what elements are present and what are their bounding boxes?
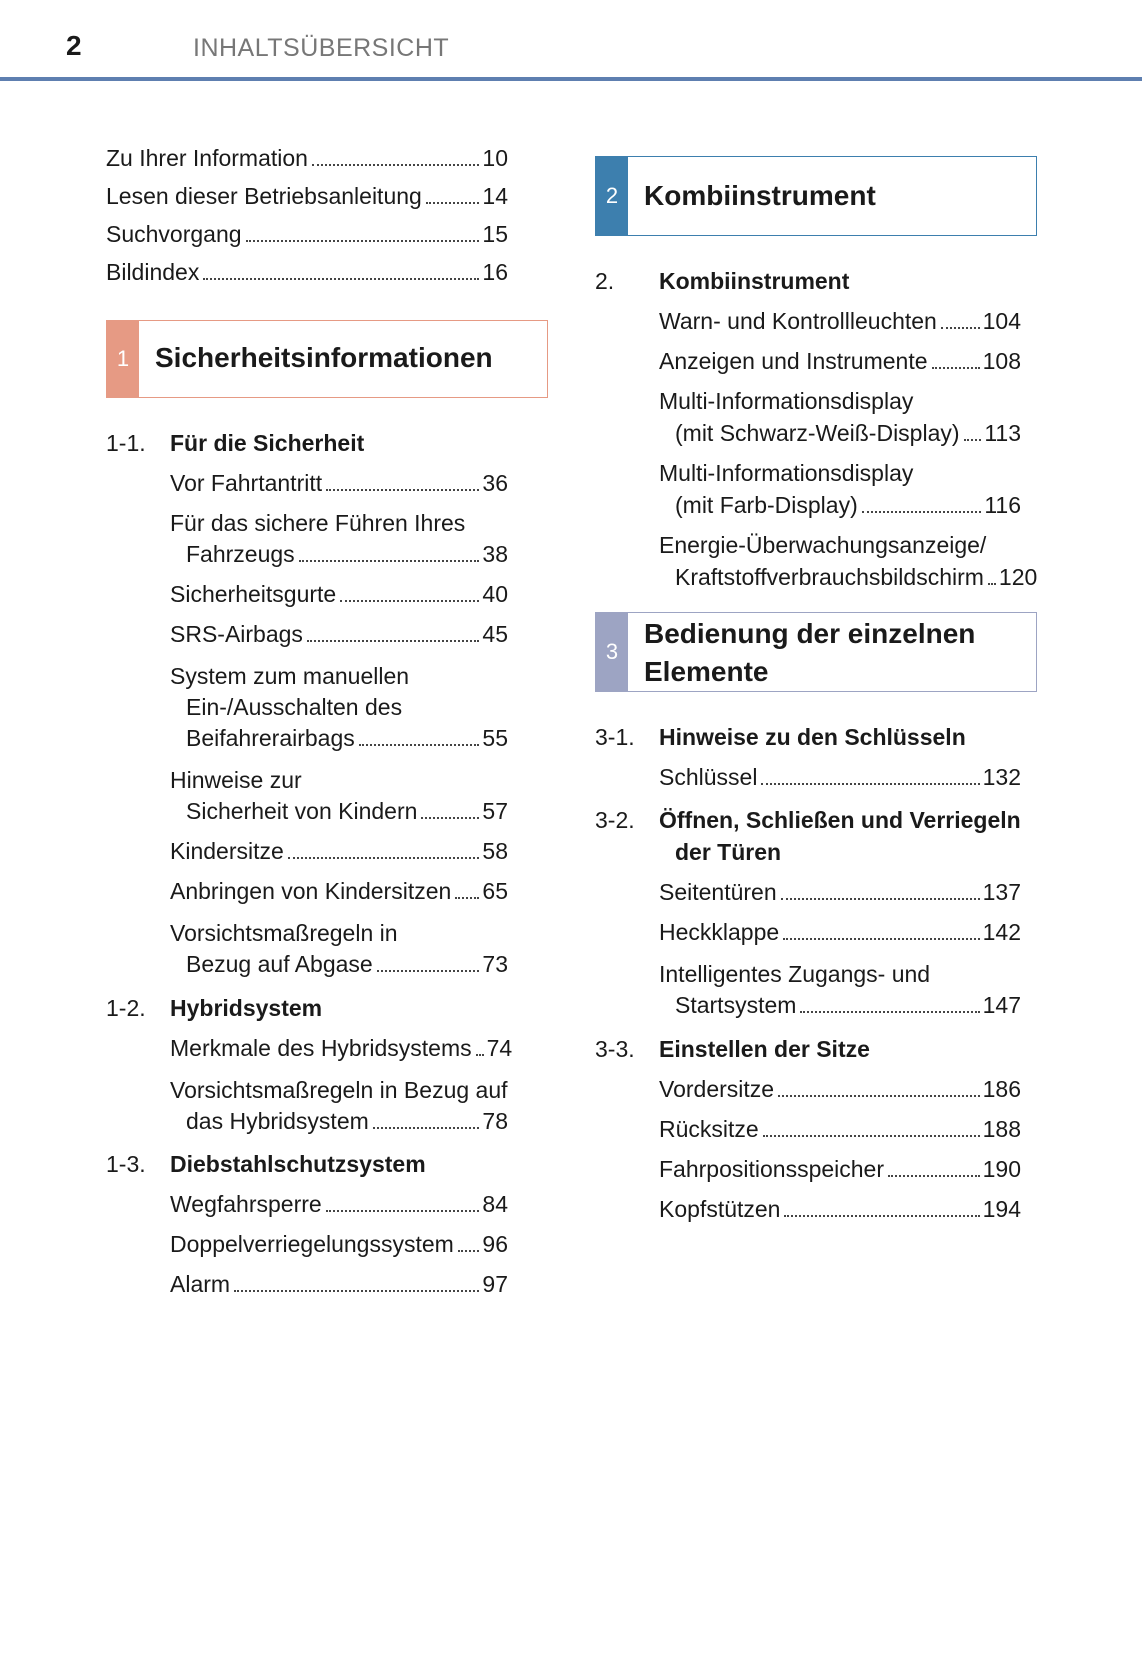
chapter-2-badge: 2 <box>596 157 628 235</box>
toc-entry[interactable]: Fahrzeugs 38 <box>186 541 508 567</box>
chapter-2-box[interactable] <box>595 156 1037 236</box>
page-number: 2 <box>66 30 82 61</box>
toc-entry[interactable]: Kraftstoffverbrauchsbildschirm 120 <box>675 564 1038 590</box>
toc-entry[interactable]: Merkmale des Hybridsystems 74 <box>170 1035 513 1061</box>
toc-entry-line: System zum manuellen <box>170 663 410 689</box>
toc-entry-line: Vorsichtsmaßregeln in Bezug auf <box>170 1077 508 1103</box>
header-rule <box>0 77 1142 81</box>
chapter-1-title: Sicherheitsinformationen <box>155 342 493 373</box>
toc-entry[interactable]: Alarm 97 <box>170 1271 508 1297</box>
toc-entry-line: Ein-/Ausschalten des <box>186 694 403 720</box>
toc-entry[interactable]: Rücksitze 188 <box>659 1116 1021 1142</box>
toc-entry-line: Multi-Informationsdisplay <box>659 388 914 414</box>
chapter-3-title-line1: Bedienung der einzelnen <box>644 618 976 649</box>
toc-entry[interactable]: Zu Ihrer Information 10 <box>106 145 508 171</box>
toc-entry-line: Intelligentes Zugangs- und <box>659 961 931 987</box>
toc-entry-line: Multi-Informationsdisplay <box>659 460 914 486</box>
toc-entry[interactable]: Anzeigen und Instrumente 108 <box>659 348 1021 374</box>
toc-entry[interactable]: SRS-Airbags 45 <box>170 621 508 647</box>
page-title: INHALTSÜBERSICHT <box>193 34 450 62</box>
toc-entry-line: Für das sichere Führen Ihres <box>170 510 466 536</box>
toc-entry[interactable]: Seitentüren 137 <box>659 879 1021 905</box>
toc-entry[interactable]: Fahrpositionsspeicher 190 <box>659 1156 1021 1182</box>
chapter-3-box[interactable] <box>595 612 1037 692</box>
toc-entry[interactable]: das Hybridsystem 78 <box>186 1108 508 1134</box>
toc-entry[interactable]: Wegfahrsperre 84 <box>170 1191 508 1217</box>
toc-entry[interactable]: Doppelverriegelungssystem 96 <box>170 1231 508 1257</box>
toc-entry-line: Hinweise zur <box>170 767 302 793</box>
toc-entry[interactable]: Schlüssel 132 <box>659 764 1021 790</box>
toc-entry[interactable]: Sicherheit von Kindern 57 <box>186 798 508 824</box>
toc-entry-line: Vorsichtsmaßregeln in <box>170 920 398 946</box>
section-3-2-heading-line2: der Türen <box>675 839 782 865</box>
toc-entry[interactable]: Sicherheitsgurte 40 <box>170 581 508 607</box>
chapter-1-box[interactable] <box>106 320 548 398</box>
toc-entry[interactable]: (mit Farb-Display) 116 <box>675 492 1021 518</box>
chapter-3-badge: 3 <box>596 613 628 691</box>
toc-entry[interactable]: Warn- und Kontrollleuchten 104 <box>659 308 1021 334</box>
toc-entry[interactable]: Vordersitze 186 <box>659 1076 1021 1102</box>
page-header <box>0 0 1142 82</box>
toc-entry-line: Energie-Überwachungsanzeige/ <box>659 532 987 558</box>
toc-entry[interactable]: Lesen dieser Betriebsanleitung 14 <box>106 183 508 209</box>
toc-entry[interactable]: Kopfstützen 194 <box>659 1196 1021 1222</box>
toc-entry[interactable]: Beifahrerairbags 55 <box>186 725 508 751</box>
toc-entry[interactable]: Heckklappe 142 <box>659 919 1021 945</box>
toc-entry[interactable]: (mit Schwarz-Weiß-Display) 113 <box>675 420 1021 446</box>
chapter-2-title: Kombiinstrument <box>644 180 876 211</box>
toc-entry[interactable]: Suchvorgang 15 <box>106 221 508 247</box>
toc-entry[interactable]: Bildindex 16 <box>106 259 508 285</box>
toc-entry[interactable]: Kindersitze 58 <box>170 838 508 864</box>
toc-entry[interactable]: Vor Fahrtantritt 36 <box>170 470 508 496</box>
chapter-1-badge: 1 <box>107 321 139 397</box>
toc-entry[interactable]: Anbringen von Kindersitzen 65 <box>170 878 508 904</box>
toc-entry[interactable]: Startsystem 147 <box>675 992 1021 1018</box>
toc-entry[interactable]: Bezug auf Abgase 73 <box>186 951 508 977</box>
chapter-3-title-line2: Elemente <box>644 656 769 687</box>
